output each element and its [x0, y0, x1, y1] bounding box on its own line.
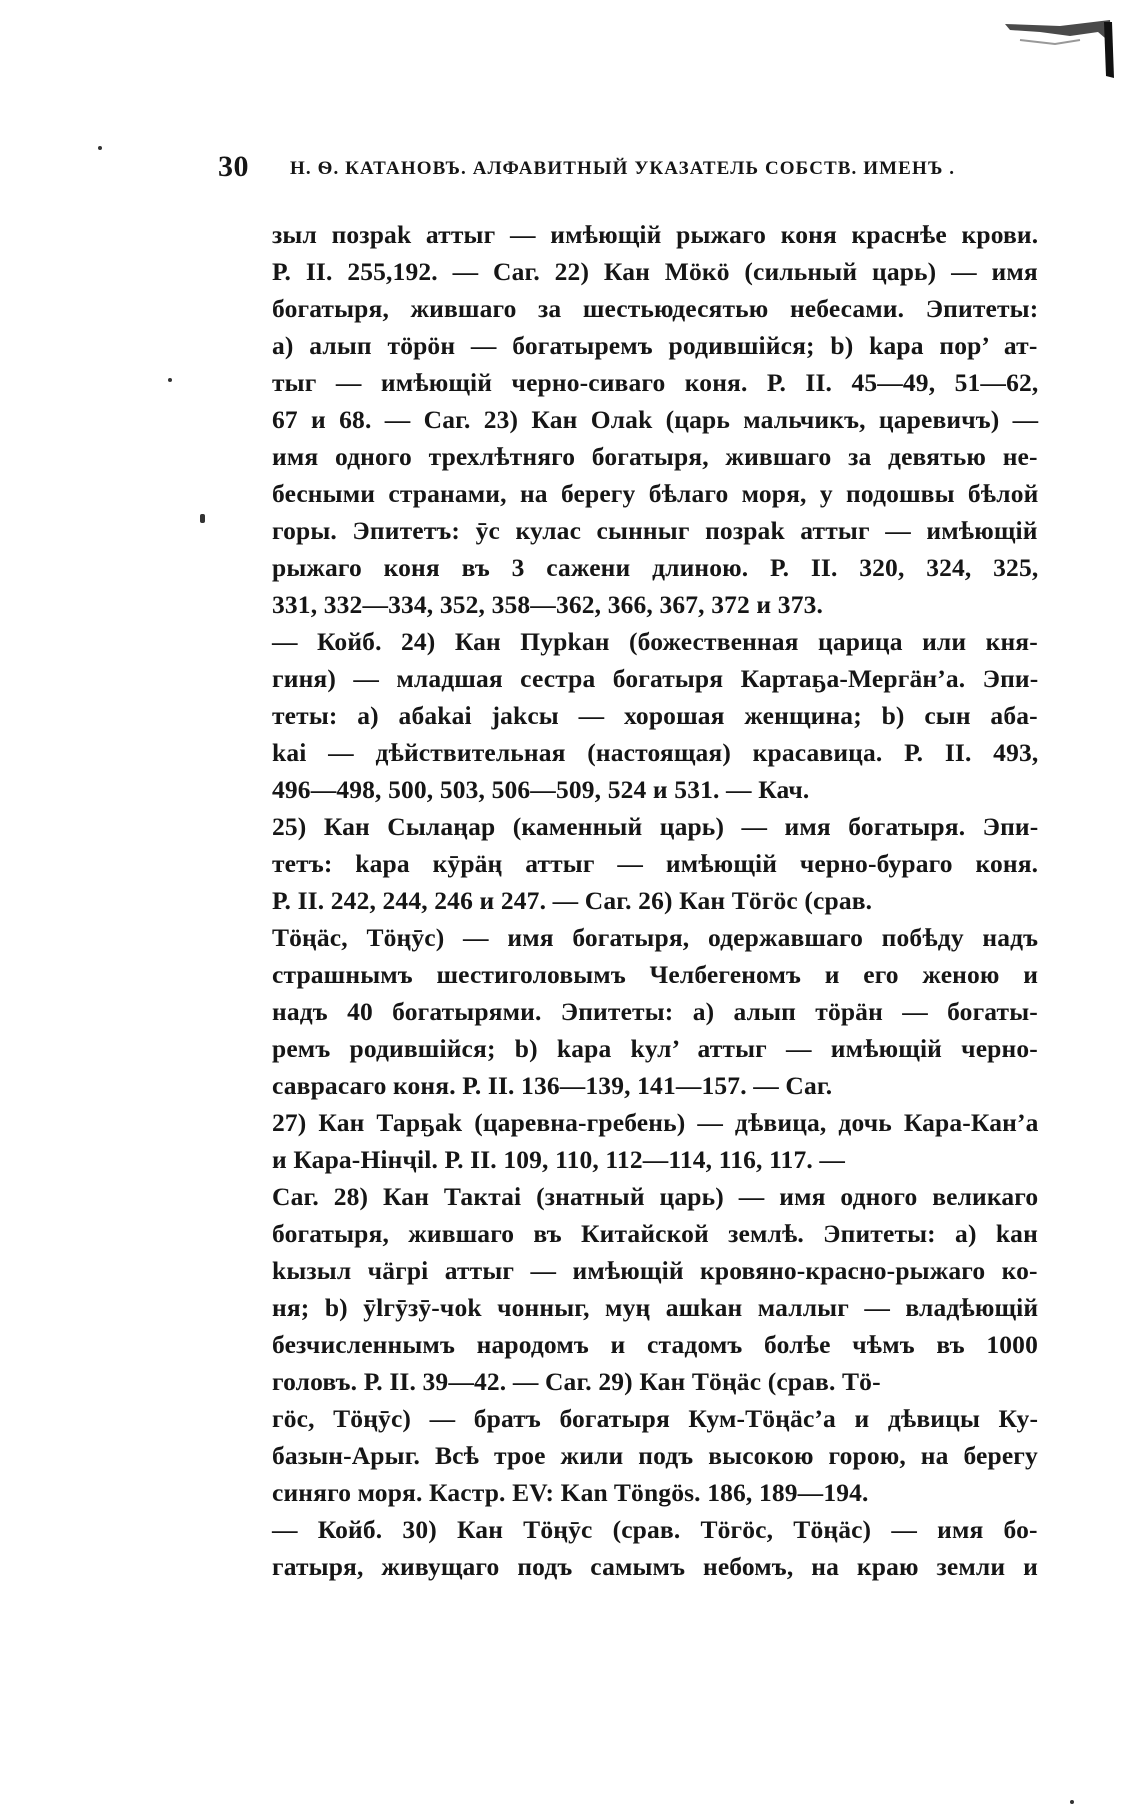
- text-line: тыг — имѣющій черно-сиваго коня. Р. II. 45—49, 51—62,: [272, 368, 1039, 397]
- text-line: Саг. 28) Кан Тактаі (знатный царь) — имя одного великаго: [272, 1182, 1039, 1211]
- text-line: kызыл чӓгрі аттыг — имѣющій кровяно-красно-рыжаго ко-: [272, 1256, 1038, 1285]
- text-line: надъ 40 богатырями. Эпитеты: а) алып тӧрӓн — богаты-: [272, 997, 1038, 1026]
- text-line: базын-Арыг. Всѣ трое жили подъ высокою горою, на берегу: [272, 1441, 1038, 1470]
- text-line: богатыря, жившаго въ Китайской землѣ. Эпитеты: а) kан: [272, 1219, 1038, 1248]
- text-line: гиня) — младшая сестра богатыря Картаҕа-Мергӓн’а. Эпи-: [272, 664, 1039, 693]
- text-line: ня; b) ӯlгӯзӯ-чоk чонныг, муң ашkан маллыг — владѣющій: [272, 1293, 1039, 1322]
- text-line: тетъ: kара кӯрӓң аттыг — имѣющій черно-бураго коня.: [272, 849, 1039, 878]
- text-line: зыл позраk аттыг — имѣющій рыжаго коня краснѣе крови.: [272, 220, 1039, 249]
- text-line: рыжаго коня въ 3 сажени длиною. Р. II. 320, 324, 325,: [272, 553, 1039, 582]
- text-line: гатыря, живущаго подъ самымъ небомъ, на краю земли и: [272, 1552, 1038, 1581]
- text-line: головъ. Р. II. 39—42. — Саг. 29) Кан Тӧңӓс (срав. Тӧ-: [272, 1367, 881, 1396]
- text-line: страшнымъ шестиголовымъ Челбегеномъ и его женою и: [272, 960, 1039, 989]
- page-header: [218, 150, 1018, 190]
- text-line: ремъ родившійся; b) kара kул’ аттыг — имѣющій черно-: [272, 1034, 1038, 1063]
- text-line: kаі — дѣйствительная (настоящая) красавица. Р. II. 493,: [272, 738, 1039, 767]
- text-line: богатыря, жившаго за шестьюдесятью небесами. Эпитеты:: [272, 294, 1039, 323]
- scan-speck: [168, 378, 172, 382]
- text-line: Тӧңӓс, Тӧңӯс) — имя богатыря, одержавшаго побѣду надъ: [272, 923, 1039, 952]
- text-line: горы. Эпитетъ: ӯс кулас сынныг позраk аттыг — имѣющій: [272, 516, 1038, 545]
- text-line: 25) Кан Сылаңар (каменный царь) — имя богатыря. Эпи-: [272, 812, 1039, 841]
- text-line: — Койб. 30) Кан Тӧңӯс (срав. Тӧгӧс, Тӧңӓс) — имя бо-: [272, 1515, 1038, 1544]
- text-line: 67 и 68. — Саг. 23) Кан Олаk (царь мальчикъ, царевичъ) —: [272, 405, 1039, 434]
- text-line: бесными странами, на берегу бѣлаго моря, у подошвы бѣлой: [272, 479, 1039, 508]
- text-line: безчисленнымъ народомъ и стадомъ болѣе чѣмъ въ 1000: [272, 1330, 1038, 1359]
- page-number: 30: [218, 150, 249, 183]
- text-line: теты: а) абаkаі јаkсы — хорошая женщина; b) сын аба-: [272, 701, 1038, 730]
- scan-corner-smudge: [1000, 14, 1120, 84]
- text-line: саврасаго коня. Р. II. 136—139, 141—157. — Саг.: [272, 1071, 833, 1100]
- text-line: синяго моря. Кастр. EV: Kan Töngös. 186, 189—194.: [272, 1478, 869, 1507]
- body-text: [272, 216, 1038, 1585]
- text-line: 27) Кан Тарҕаk (царевна-гребень) — дѣвица, дочь Кара-Кан’а: [272, 1108, 1039, 1137]
- scan-speck: [98, 146, 102, 150]
- scan-speck: [1070, 1800, 1074, 1804]
- text-line: — Койб. 24) Кан Пурkан (божественная царица или кня-: [272, 627, 1038, 656]
- text-line: 331, 332—334, 352, 358—362, 366, 367, 372 и 373.: [272, 590, 824, 619]
- scan-speck: [200, 514, 205, 523]
- text-line: а) алып тӧрӧн — богатыремъ родившійся; b) kара пор’ ат-: [272, 331, 1038, 360]
- text-line: Р. II. 242, 244, 246 и 247. — Саг. 26) Кан Тӧгӧс (срав.: [272, 886, 873, 915]
- text-line: 496—498, 500, 503, 506—509, 524 и 531. — Кач.: [272, 775, 810, 804]
- running-head: Н. Ѳ. КАТАНОВЪ. АЛФАВИТНЫЙ УКАЗАТЕЛЬ СОБСТВ. ИМЕНЪ .: [290, 158, 956, 179]
- text-line: гӧс, Тӧңӯс) — братъ богатыря Кум-Тӧңӓс’а и дѣвицы Ку-: [272, 1404, 1039, 1433]
- text-line: имя одного трехлѣтняго богатыря, жившаго за девятью не-: [272, 442, 1038, 471]
- text-line: и Кара-Нінҷіl. Р. II. 109, 110, 112—114, 116, 117. —: [272, 1145, 846, 1174]
- text-line: Р. II. 255,192. — Саг. 22) Кан Мӧкӧ (сильный царь) — имя: [272, 257, 1038, 286]
